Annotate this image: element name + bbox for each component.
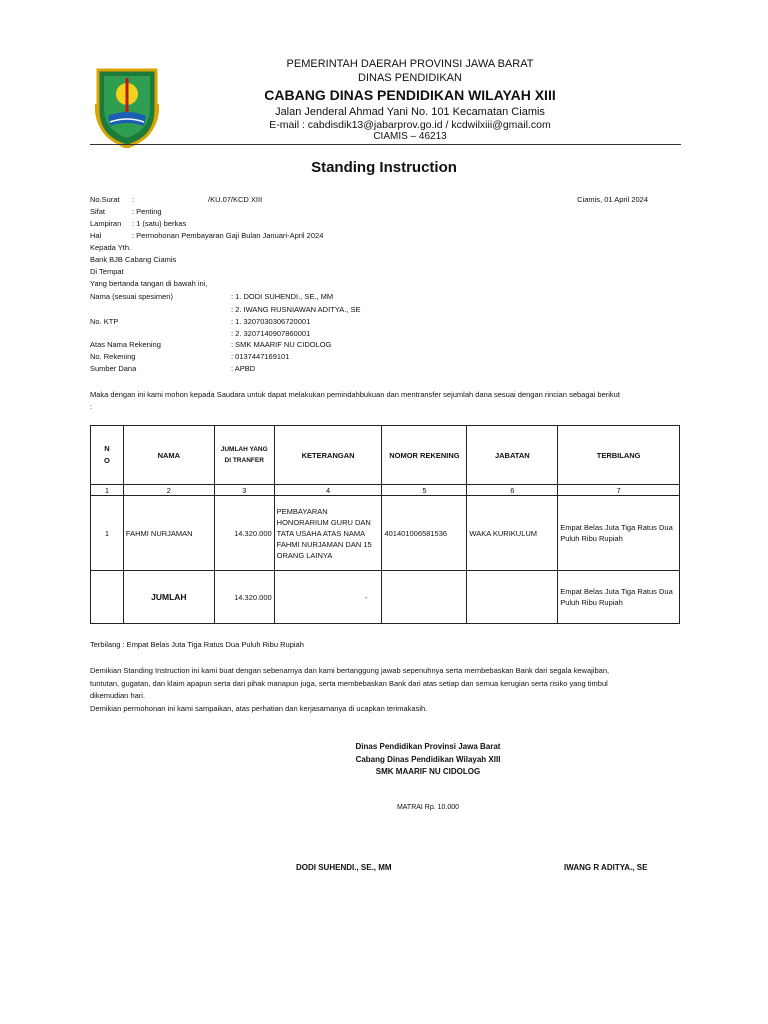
rekening-value: : 0137447169101 — [231, 352, 290, 361]
header-nomor-rekening: NOMOR REKENING — [382, 426, 467, 485]
nama-2: : 2. IWANG RUSNIAWAN ADITYA., SE — [231, 305, 361, 314]
row-jabatan: WAKA KURIKULUM — [467, 496, 558, 571]
total-row — [91, 571, 680, 624]
ktp-label: No. KTP — [90, 317, 119, 326]
hal-value: : Permohonan Pembayaran Gaji Bulan Januari-April 2024 — [132, 231, 324, 240]
header-city: CIAMIS – 46213 — [373, 131, 447, 142]
table-row — [91, 496, 680, 571]
sign-org3: SMK MAARIF NU CIDOLOG — [375, 767, 481, 776]
matrai-label: MATRAI Rp. 10.000 — [396, 804, 460, 811]
header-branch: CABANG DINAS PENDIDIKAN WILAYAH XIII — [264, 87, 556, 103]
row-keterangan: PEMBAYARAN HONORARIUM GURU DAN TATA USAHA ATAS NAMA FAHMI NURJAMAN DAN 15 ORANG LAINYA — [274, 496, 382, 571]
header-email: E-mail : cabdisdik13@jabarprov.go.id / kcdwilxiii@gmail.com — [269, 119, 551, 131]
sifat-value: : Penting — [132, 207, 162, 216]
nama-label: Nama (sesuai spesimen) — [90, 292, 173, 301]
index-cell: 3 — [214, 485, 274, 496]
row-no: 1 — [91, 496, 124, 571]
index-cell: 5 — [382, 485, 467, 496]
index-cell: 6 — [467, 485, 558, 496]
rekening-label: No. Rekening — [90, 352, 136, 361]
closing-p1-line1: Demikian Standing Instruction ini kami buat dengan sebenarnya dan kami bertanggung jawab sepenuhnya serta membebaskan Bank dari segala kewajiban, — [90, 666, 610, 675]
no-surat-colon: : — [132, 195, 135, 204]
nama-1: : 1. DODI SUHENDI., SE., MM — [231, 292, 334, 301]
sign-org2: Cabang Dinas Pendidikan Wilayah XIII — [355, 755, 501, 764]
header-jabatan: JABATAN — [467, 426, 558, 485]
total-empty — [91, 571, 124, 624]
signatory-intro: Yang bertanda tangan di bawah ini, — [90, 279, 208, 288]
ktp-1: : 1. 3207030306720001 — [231, 317, 311, 326]
lampiran-label: Lampiran — [90, 219, 122, 228]
header-divider — [90, 144, 681, 145]
index-cell: 2 — [123, 485, 214, 496]
header-department: DINAS PENDIDIKAN — [358, 72, 462, 84]
index-cell: 1 — [91, 485, 124, 496]
signer-2: IWANG R ADITYA., SE — [564, 863, 648, 872]
row-nama: FAHMI NURJAMAN — [123, 496, 214, 571]
atas-nama-value: : SMK MAARIF NU CIDOLOG — [231, 340, 332, 349]
atas-nama-label: Atas Nama Rekening — [90, 340, 161, 349]
closing-p2: Demikian permohonan ini kami sampaikan, atas perhatian dan kerjasamanya di ucapkan terimakasih. — [90, 704, 428, 713]
ktp-2: : 2. 3207140907860001 — [231, 329, 311, 338]
closing-p1-line2: tuntutan, gugatan, dan klaim apapun serta dari pihak manapun juga, serta membebaskan Bank dari atas setiap dan semua kerugian serta risiko yang timbul — [90, 679, 608, 688]
lampiran-value: : 1 (satu) berkas — [132, 219, 187, 228]
signer-1: DODI SUHENDI., SE., MM — [296, 863, 392, 872]
total-keterangan: - — [274, 571, 382, 624]
header-terbilang: TERBILANG — [558, 426, 680, 485]
header-keterangan: KETERANGAN — [274, 426, 382, 485]
hal-label: Hal — [90, 231, 102, 240]
header-no-text: N O — [104, 444, 110, 465]
no-surat-value: /KU.07/KCD XIII — [208, 195, 263, 204]
west-java-emblem-icon — [94, 64, 160, 148]
recipient-place: Di Tempat — [90, 267, 124, 276]
total-terbilang: Empat Belas Juta Tiga Ratus Dua Puluh Ribu Rupiah — [558, 571, 680, 624]
terbilang-line: Terbilang : Empat Belas Juta Tiga Ratus Dua Puluh Ribu Rupiah — [90, 640, 304, 649]
total-empty — [382, 571, 467, 624]
row-nomor-rekening: 401401006581536 — [382, 496, 467, 571]
header-no — [91, 426, 124, 485]
index-row — [91, 485, 680, 496]
transfer-table — [90, 425, 680, 624]
header-nama: NAMA — [123, 426, 214, 485]
no-surat-label: No.Surat — [90, 195, 120, 204]
sign-org1: Dinas Pendidikan Provinsi Jawa Barat — [355, 742, 501, 751]
recipient-bank: Bank BJB Cabang Ciamis — [90, 255, 177, 264]
document-title: Standing Instruction — [311, 159, 457, 176]
header-address: Jalan Jenderal Ahmad Yani No. 101 Kecamatan Ciamis — [275, 106, 545, 118]
table-header-row — [91, 426, 680, 485]
row-jumlah: 14.320.000 — [214, 496, 274, 571]
index-cell: 4 — [274, 485, 382, 496]
header-jumlah: JUMLAH YANG DI TRANFER — [214, 426, 274, 485]
intro-paragraph: Maka dengan ini kami mohon kepada Saudara untuk dapat melakukan pemindahbukuan dan mentransfer sejumlah dana sesuai dengan rincian sebagai berikut — [90, 390, 620, 399]
intro-colon: : — [90, 402, 93, 411]
closing-p1-line3: dikemudian hari. — [90, 691, 146, 700]
row-terbilang: Empat Belas Juta Tiga Ratus Dua Puluh Ribu Rupiah — [558, 496, 680, 571]
sifat-label: Sifat — [90, 207, 106, 216]
total-empty — [467, 571, 558, 624]
sumber-value: : APBD — [231, 364, 256, 373]
sumber-label: Sumber Dana — [90, 364, 137, 373]
recipient-line1: Kepada Yth. — [90, 243, 132, 252]
total-label: JUMLAH — [123, 571, 214, 624]
letter-date: Ciamis, 01 April 2024 — [577, 195, 648, 204]
index-cell: 7 — [558, 485, 680, 496]
header-government: PEMERINTAH DAERAH PROVINSI JAWA BARAT — [286, 58, 534, 70]
total-jumlah: 14.320.000 — [214, 571, 274, 624]
